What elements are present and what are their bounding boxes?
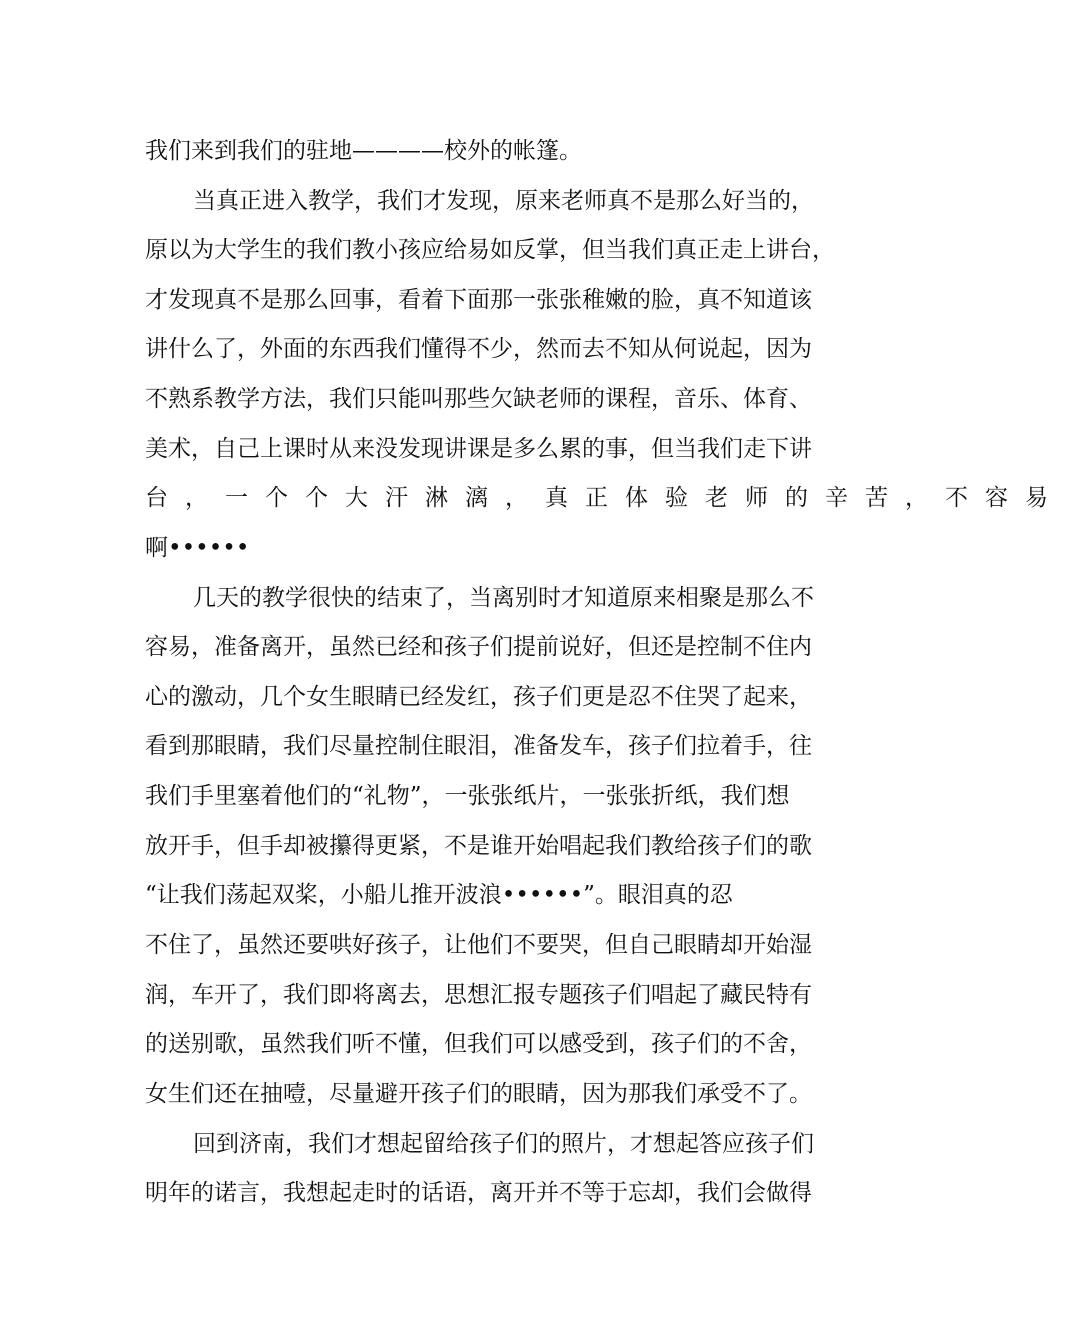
text-line: 润，车开了，我们即将离去，思想汇报专题孩子们唱起了藏民特有 [145,982,812,1008]
text-line: 啊•••••• [145,535,250,561]
text-line: “让我们荡起双桨，小船儿推开波浪••••••”。眼泪真的忍 [145,882,733,908]
text-line: 台，一个个大汗淋漓，真正体验老师的辛苦，不容易 [145,485,1065,511]
paragraph-start-line: 几天的教学很快的结束了，当离别时才知道原来相聚是那么不 [193,585,814,611]
text-line: 不住了，虽然还要哄好孩子，让他们不要哭，但自己眼睛却开始湿 [145,932,812,958]
text-line: 的送别歌，虽然我们听不懂，但我们可以感受到，孩子们的不舍， [145,1031,812,1057]
text-line: 原以为大学生的我们教小孩应给易如反掌，但当我们真正走上讲台， [145,237,835,263]
text-line: 不熟系教学方法，我们只能叫那些欠缺老师的课程，音乐、体育、 [145,386,812,412]
text-line: 才发现真不是那么回事，看着下面那一张张稚嫩的脸，真不知道该 [145,287,812,313]
text-line: 看到那眼睛，我们尽量控制住眼泪，准备发车，孩子们拉着手，往 [145,733,812,759]
text-line: 明年的诺言，我想起走时的话语，离开并不等于忘却，我们会做得 [145,1180,812,1206]
paragraph-start-line: 当真正进入教学，我们才发现，原来老师真不是那么好当的， [193,188,814,214]
text-line: 女生们还在抽噎，尽量避开孩子们的眼睛，因为那我们承受不了。 [145,1081,812,1107]
text-line: 容易，准备离开，虽然已经和孩子们提前说好，但还是控制不住内 [145,634,812,660]
text-line: 放开手，但手却被攥得更紧，不是谁开始唱起我们教给孩子们的歌 [145,833,812,859]
paragraph-start-line: 回到济南，我们才想起留给孩子们的照片，才想起答应孩子们 [193,1131,814,1157]
text-line: 心的激动，几个女生眼睛已经发红，孩子们更是忍不住哭了起来， [145,684,812,710]
text-line: 美术，自己上课时从来没发现讲课是多么累的事，但当我们走下讲 [145,436,812,462]
text-line: 讲什么了，外面的东西我们懂得不少，然而去不知从何说起，因为 [145,336,812,362]
text-line: 我们手里塞着他们的“礼物”，一张张纸片，一张张折纸，我们想 [145,783,790,809]
text-line: 我们来到我们的驻地————校外的帐篷。 [145,138,582,164]
